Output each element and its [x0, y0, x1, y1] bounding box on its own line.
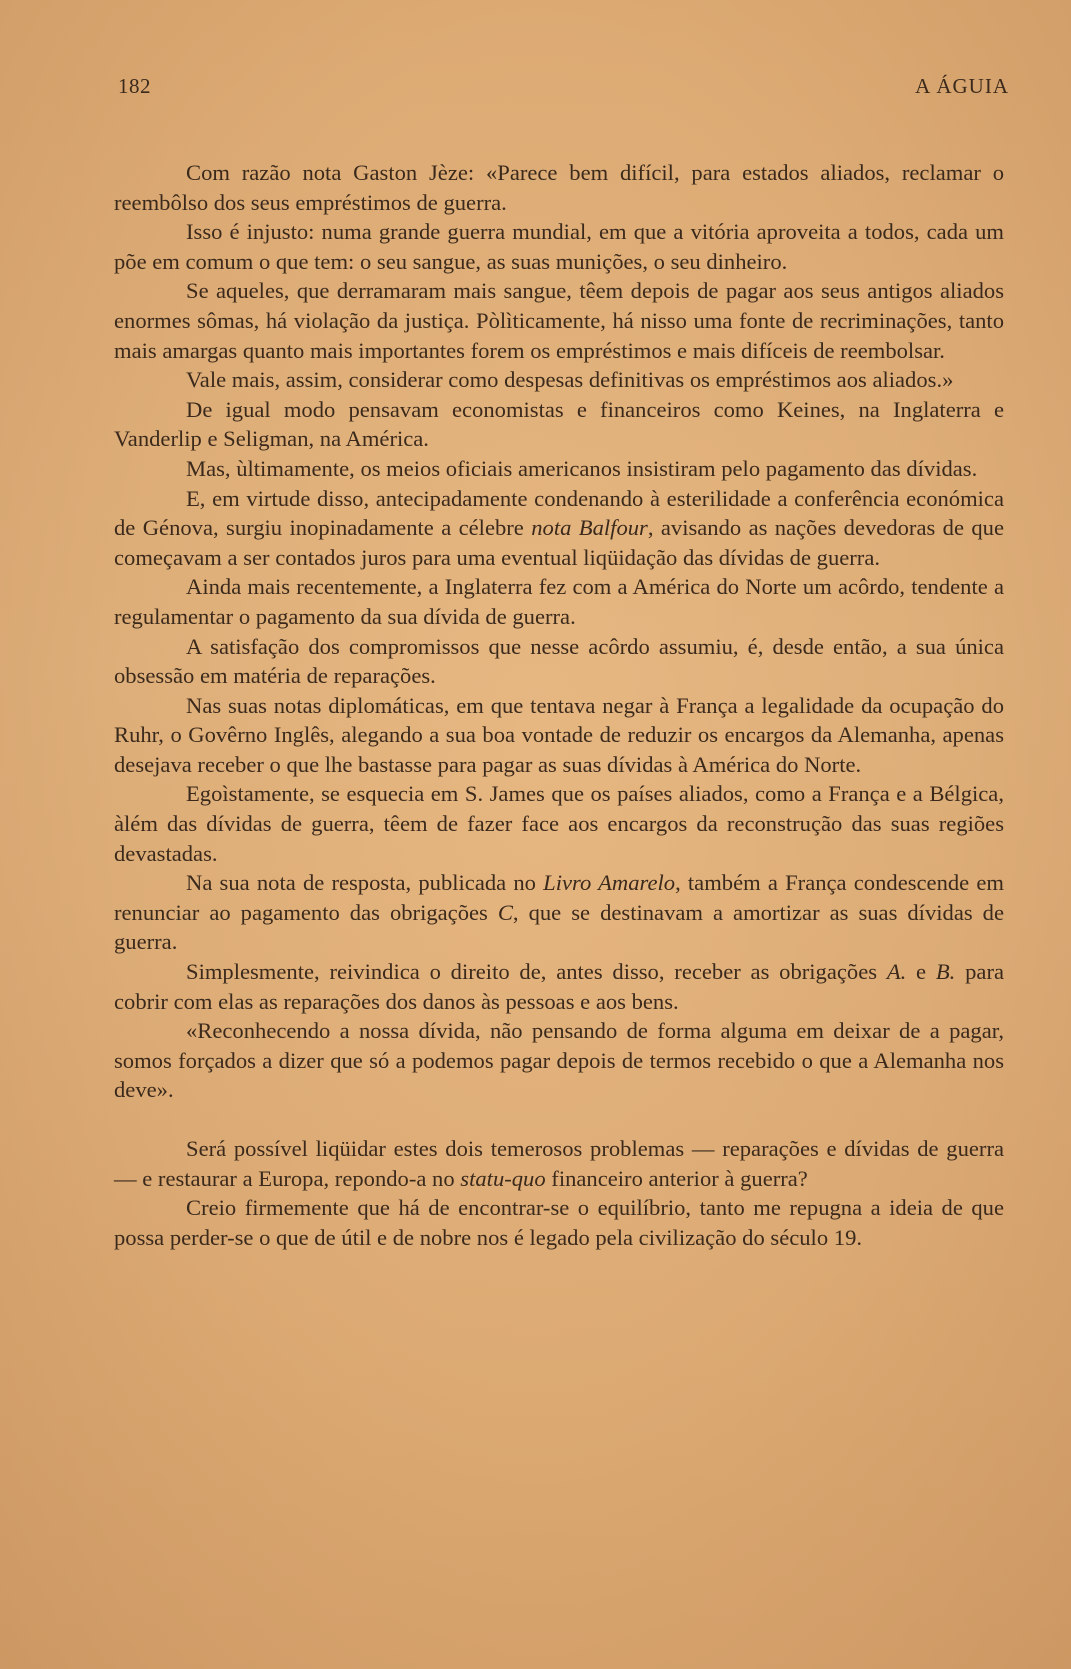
body-text	[114, 158, 1004, 1252]
paragraph-10: Nas suas notas diplomáticas, em que tentava negar à França a legalidade da ocupação do Ruhr, o Govêrno Inglês, alegando a sua boa vontade de reduzir os encargos da Alemanha, apenas desejava receber o que lhe bastasse para pagar as suas dívidas à América do Norte.	[114, 692, 1004, 777]
paragraph-12-text-c: , que se destinavam a amortizar as suas dívidas de guerra.	[114, 899, 1004, 955]
paragraph-14: «Reconhecendo a nossa dívida, não pensando de forma alguma em deixar de a pagar, somos forçados a dizer que só a podemos pagar depois de termos recebido o que a Alemanha nos deve».	[114, 1018, 1004, 1103]
paragraph-7	[114, 484, 1004, 573]
obligation-c-italic: C	[497, 899, 513, 925]
running-head	[118, 74, 1009, 104]
paragraph-2: Isso é injusto: numa grande guerra mundial, em que a vitória aproveita a todos, cada um põe em comum o que tem: o seu sangue, as suas munições, o seu dinheiro.	[114, 219, 1004, 274]
paragraph-13-text-b: e	[906, 959, 936, 985]
paragraph-9: A satisfação dos compromissos que nesse acôrdo assumiu, é, desde então, a sua única obsessão em matéria de reparações.	[114, 633, 1004, 689]
paragraph-13-text-c: para cobrir com elas as reparações dos danos às pessoas e aos bens.	[114, 959, 1004, 1014]
paragraph-15	[114, 1134, 1004, 1193]
paragraph-12	[114, 868, 1004, 957]
livro-amarelo-italic: Livro Amarelo	[543, 870, 676, 896]
obligation-a-italic: A.	[886, 959, 907, 985]
paragraph-8: Ainda mais recentemente, a Inglaterra fez com a América do Norte um acôrdo, tendente a regulamentar o pagamento da sua dívida de guerra.	[114, 574, 1004, 629]
paragraph-7-text-a: E, em virtude disso, antecipadamente condenando à esterilidade a conferência económica de Génova, surgiu inopinadamente a célebre	[114, 485, 1004, 541]
paragraph-13-text-a: Simplesmente, reivindica o direito de, antes disso, receber as obrigações	[186, 959, 887, 985]
statu-quo-italic: statu-quo	[460, 1165, 546, 1191]
obligation-b-italic: B.	[935, 959, 956, 985]
nota-balfour-italic: nota Balfour	[531, 515, 648, 541]
paragraph-11: Egoìstamente, se esquecia em S. James que os países aliados, como a França e a Bélgica, àlém das dívidas de guerra, têem de fazer face aos encargos da reconstrução das suas regiões devastadas.	[114, 781, 1004, 866]
paragraph-12-text-a: Na sua nota de resposta, publicada no	[186, 870, 544, 896]
paragraph-15-text-a: Será possível liqüidar estes dois temerosos problemas — reparações e dívidas de guerra — e restaurar a Europa, repondo-a no	[114, 1136, 1004, 1191]
paragraph-1: Com razão nota Gaston Jèze: «Parece bem difícil, para estados aliados, reclamar o reembôlso dos seus empréstimos de guerra.	[114, 160, 1004, 215]
paragraph-13	[114, 957, 1004, 1016]
paragraph-3: Se aqueles, que derramaram mais sangue, têem depois de pagar aos seus antigos aliados enormes sômas, há violação da justiça. Pòlìticamente, há nisso uma fonte de recriminações, tanto mais amargas quanto mais importantes forem os empréstimos e mais difíceis de reembolsar.	[114, 278, 1004, 363]
paragraph-16: Creio firmemente que há de encontrar-se o equilíbrio, tanto me repugna a ideia de que possa perder-se o que de útil e de nobre nos é legado pela civilização do século 19.	[114, 1195, 1004, 1250]
paragraph-15-text-b: financeiro anterior à guerra?	[545, 1165, 808, 1191]
journal-title: A ÁGUIA	[915, 74, 1009, 98]
paragraph-6: Mas, ùltimamente, os meios oficiais americanos insistiram pelo pagamento das dívidas.	[186, 455, 978, 481]
paragraph-12-text-b: , também a França condescende em renunciar ao pagamento das obrigações	[114, 870, 1004, 925]
paragraph-4: Vale mais, assim, considerar como despesas definitivas os empréstimos aos aliados.»	[186, 367, 954, 393]
paragraph-5: De igual modo pensavam economistas e financeiros como Keines, na Inglaterra e Vanderlip e Seligman, na América.	[114, 396, 1004, 452]
paragraph-7-text-b: , avisando as nações devedoras de que começavam a ser contados juros para uma eventual liqüidação das dívidas de guerra.	[114, 515, 1005, 570]
page-number: 182	[118, 74, 151, 98]
